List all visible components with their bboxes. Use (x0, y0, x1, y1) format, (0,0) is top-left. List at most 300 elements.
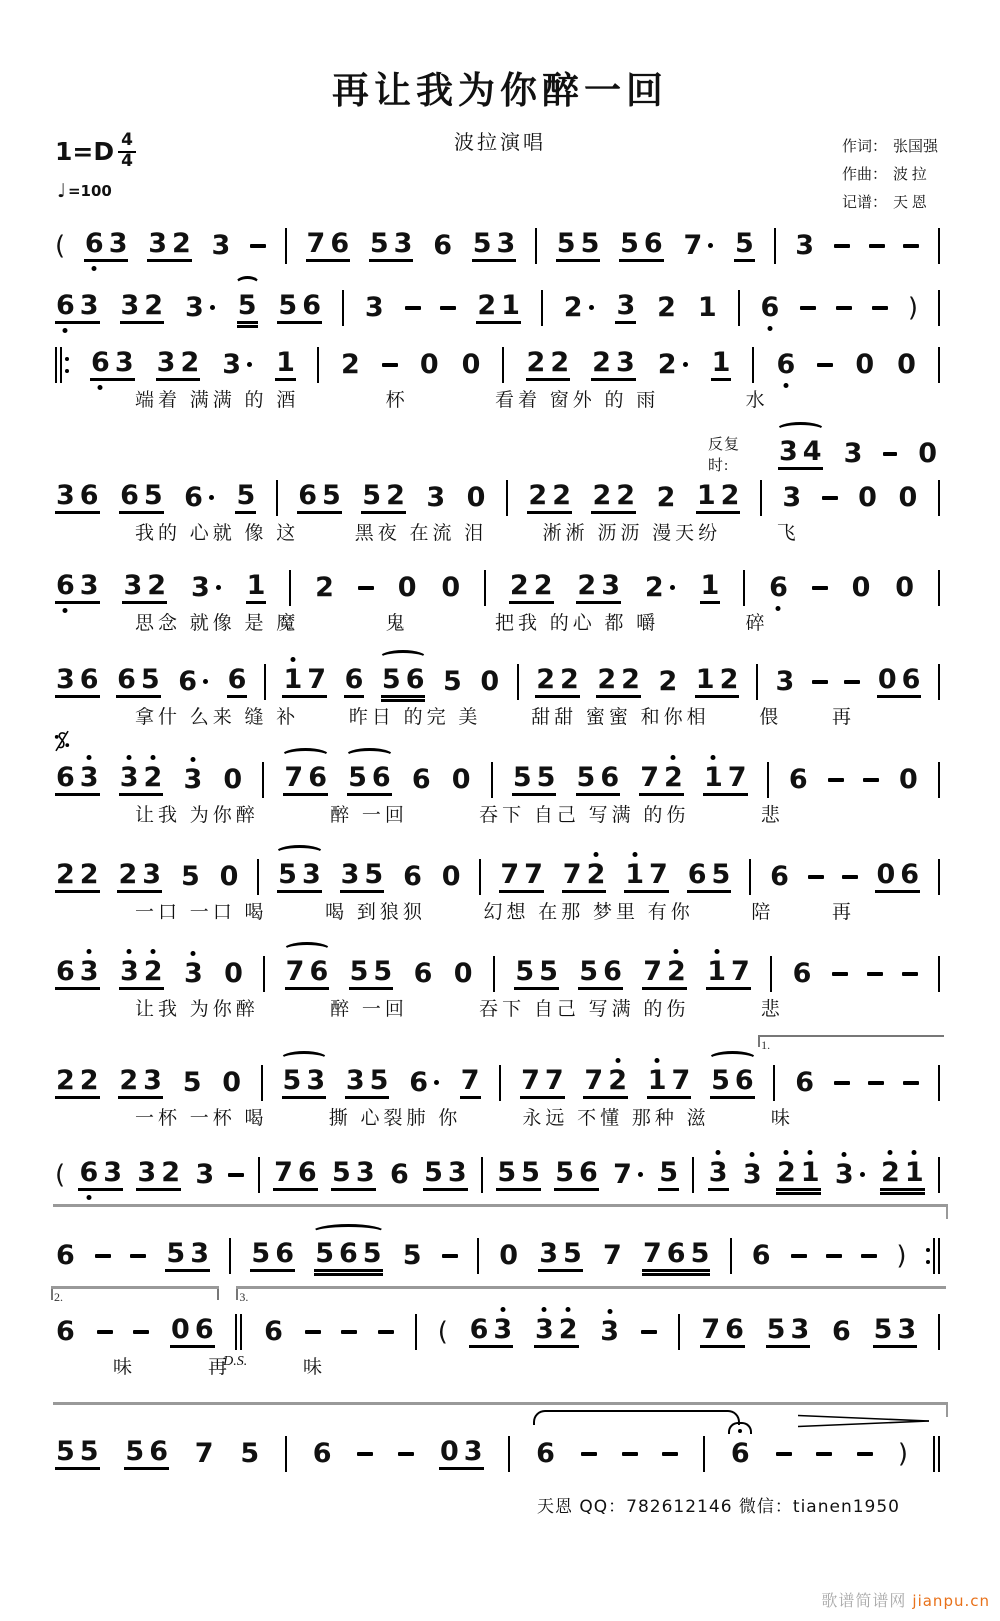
lyric-syllable: 把我 的心 都 嚼 (495, 613, 660, 634)
bar-line-stroke (938, 290, 940, 326)
dash-note (828, 778, 844, 782)
note-token (831, 1315, 852, 1347)
note-digit: 3 (185, 291, 204, 323)
note-token (177, 665, 210, 697)
bar-line-stroke (730, 1238, 732, 1274)
note-digit: 7 (524, 859, 543, 890)
note-digit: 0 (499, 1239, 518, 1271)
bar-line (484, 570, 486, 606)
note-token (775, 348, 796, 380)
note-digit: 6 (194, 1314, 214, 1345)
note-digit: 3 (119, 956, 139, 987)
note-token (656, 291, 677, 323)
performer-subtitle: 波拉演唱 (454, 132, 546, 154)
note-token (451, 763, 472, 795)
bar-line (415, 1314, 417, 1350)
dash-note (836, 306, 852, 310)
note-digit: 0 (461, 348, 481, 380)
note-digit: 5 (556, 228, 576, 259)
note-digit: 5 (166, 1238, 186, 1269)
note-digit: 6 (178, 665, 198, 697)
repeat-dot (65, 357, 69, 361)
note-token (411, 763, 432, 795)
note-digit: 5 (579, 956, 599, 987)
dash-note (622, 1452, 638, 1456)
bar-line-stroke (484, 570, 486, 606)
lyric-syllable: 再 (831, 902, 855, 923)
note-token (221, 1066, 242, 1098)
note-digit: 3 (79, 956, 99, 987)
note-digit: 0 (453, 957, 473, 989)
note-token (235, 482, 256, 514)
note-digit: 7 (671, 1065, 691, 1096)
bar-line-stroke (938, 228, 940, 264)
lyric-syllable: 飞 (776, 523, 800, 544)
note-digit: 5 (512, 762, 532, 793)
note-token (119, 764, 164, 796)
note-digit: 5 (322, 480, 341, 511)
note-digit: 1 (904, 1157, 924, 1188)
note-digit: 2 (881, 1157, 900, 1188)
dash-note (641, 1330, 657, 1334)
bar-line (938, 480, 940, 516)
augmentation-dot (683, 362, 688, 367)
lyrics-line (135, 608, 855, 635)
note-token (843, 437, 864, 469)
note-digit: 2 (118, 859, 138, 890)
note-token (535, 1437, 556, 1469)
note-token (562, 861, 607, 893)
bar-line-stroke (738, 290, 740, 326)
note-token (453, 957, 474, 989)
bar-line (491, 762, 493, 798)
note-token (345, 1067, 390, 1099)
bar-line-stroke (317, 347, 319, 383)
note-digit: 7 (194, 1437, 214, 1469)
note-digit: 3 (183, 763, 203, 795)
augmentation-dot (434, 1080, 439, 1085)
dal-segno-label: D.S. (223, 1354, 248, 1369)
note-token (619, 230, 664, 262)
note-digit: 0 (898, 763, 918, 795)
note-token (364, 291, 385, 323)
bar-line (770, 956, 772, 992)
bar-line-stroke (491, 762, 493, 798)
note-digit: 5 (125, 1436, 145, 1467)
note-digit: 2 (658, 665, 678, 697)
lyric-syllable: 淅淅 沥沥 漫天纷 (542, 523, 722, 544)
note-token (136, 1159, 181, 1191)
augmentation-dot (247, 362, 252, 367)
note-digit: 2 (664, 762, 683, 793)
note-digit: 2 (315, 571, 334, 603)
note-token (340, 861, 385, 893)
note-digit: 5 (278, 859, 297, 890)
note-digit: 3 (190, 571, 210, 603)
note-token (591, 349, 636, 381)
note-digit: 7 (285, 956, 305, 987)
note-digit: 5 (180, 860, 200, 892)
note-digit: 6 (687, 859, 707, 890)
credits-block (842, 134, 938, 217)
note-token (599, 1315, 620, 1347)
note-token (499, 861, 544, 893)
note-token (576, 764, 621, 796)
note-token (282, 1067, 327, 1099)
note-digit: 3 (137, 1157, 157, 1188)
note-token (314, 571, 335, 603)
note-digit: 3 (142, 859, 162, 890)
note-digit: 7 (727, 762, 747, 793)
note-digit: 2 (143, 762, 163, 793)
note-digit: 0 (918, 437, 937, 469)
note-digit: 6 (120, 480, 139, 511)
bar-line (938, 1065, 940, 1101)
note-token (894, 571, 915, 603)
note-digit: 3 (56, 480, 75, 511)
note-token (703, 764, 748, 796)
note-digit: 2 (720, 480, 740, 511)
note-token (78, 1159, 123, 1191)
note-token (792, 957, 813, 989)
note-digit: 5 (278, 290, 298, 321)
note-digit: 1 (695, 664, 715, 695)
bar-line (235, 1314, 242, 1350)
note-digit: 5 (766, 1314, 786, 1345)
note-token (347, 764, 392, 796)
lyric-syllable: 再 (208, 1357, 232, 1378)
bar-line (289, 570, 291, 606)
note-token (402, 860, 423, 892)
repeat-dot (65, 369, 69, 373)
note-token (314, 1240, 382, 1272)
note-digit: 2 (144, 290, 164, 321)
note-digit: 7 (284, 762, 304, 793)
note-digit: 3 (601, 570, 620, 601)
lyric-syllable: 思念 就像 是 魔 (135, 613, 300, 634)
note-digit: 6 (405, 664, 425, 695)
bar-line (938, 347, 940, 383)
note-token (277, 292, 322, 324)
note-digit: 5 (237, 290, 257, 321)
dash-note (903, 1081, 919, 1085)
lyric-syllable: 杯 (385, 390, 409, 411)
lyric-syllable: 再 (831, 707, 855, 728)
lyric-syllable: 昨日 的完 美 (348, 707, 482, 728)
bar-line (229, 1238, 231, 1274)
note-digit: 1 (501, 290, 520, 321)
bar-line (938, 762, 940, 798)
note-digit: 3 (493, 1314, 513, 1345)
note-digit: 1 (707, 956, 727, 987)
note-token (498, 1239, 519, 1271)
bar-line-stroke (55, 347, 57, 383)
lyric-syllable: 醉 一回 (330, 999, 408, 1020)
note-digit: 6 (149, 1436, 168, 1467)
note-digit: 6 (411, 763, 431, 795)
note-digit: 2 (143, 956, 163, 987)
note-digit: 5 (659, 1157, 679, 1188)
credit-label: 作词： (841, 139, 887, 155)
bar-line-stroke (477, 1238, 479, 1274)
note-digit: 6 (79, 664, 99, 695)
note-digit: 6 (298, 480, 317, 511)
volta-bracket-1 (758, 1035, 944, 1052)
note-digit: 5 (315, 1238, 334, 1269)
note-token (778, 438, 823, 470)
augmentation-dot (203, 679, 208, 684)
note-token (180, 860, 201, 892)
note-token (118, 1067, 163, 1099)
note-digit: 5 (711, 1065, 730, 1096)
time-top: 4 (118, 132, 136, 153)
note-digit: 3 (79, 290, 99, 321)
bar-line-stroke (938, 859, 940, 895)
note-token (219, 860, 240, 892)
note-digit: 2 (577, 570, 597, 601)
dash-note (791, 1254, 807, 1258)
lyrics-line (135, 518, 855, 545)
volta-bracket-3 (236, 1286, 946, 1304)
note-digit: 5 (620, 228, 639, 259)
note-token (466, 481, 487, 513)
augmentation-dot (210, 305, 215, 310)
dash-note (800, 306, 816, 310)
note-token (766, 1316, 811, 1348)
volta-continuation-line (53, 1402, 948, 1405)
notation-line (54, 1290, 940, 1378)
dash-note (776, 1452, 792, 1456)
note-digit: 6 (79, 1157, 99, 1188)
bar-line-stroke (678, 1314, 680, 1350)
note-token (695, 666, 740, 698)
note-digit: 6 (579, 1157, 598, 1188)
note-digit: 3 (183, 957, 203, 989)
note-digit: 0 (439, 1436, 459, 1467)
note-token (527, 482, 572, 514)
note-token (656, 481, 677, 513)
lyrics-line (135, 1103, 855, 1130)
bar-line-stroke (938, 762, 940, 798)
bar-line (342, 290, 344, 326)
note-digit: 3 (775, 665, 795, 697)
dash-note (844, 680, 860, 684)
note-digit: 5 (140, 664, 160, 695)
note-token (642, 958, 687, 990)
lyric-syllable: 吞下 自己 写满 的伤 (479, 999, 690, 1020)
note-token (55, 1239, 76, 1271)
lyric-syllable: 味 (303, 1357, 327, 1378)
note-token (751, 1239, 772, 1271)
dash-note (816, 1452, 832, 1456)
note-digit: 6 (776, 348, 796, 380)
note-token (182, 1066, 203, 1098)
note-digit: 0 (855, 348, 875, 380)
dash-note (228, 1173, 244, 1177)
note-digit: 3 (355, 1157, 375, 1188)
lyric-syllable: 幻想 在那 梦里 有你 (483, 902, 694, 923)
note-token (576, 572, 621, 604)
note-digit: 6 (56, 290, 75, 321)
lyrics-line (135, 385, 855, 412)
note-token (583, 1067, 628, 1099)
note-token (119, 958, 164, 990)
bar-line-stroke (499, 1065, 501, 1101)
lyric-syllable: 水 (745, 390, 769, 411)
note-digit: 6 (302, 290, 321, 321)
notation-line (55, 284, 940, 332)
dash-note (305, 1330, 321, 1334)
note-digit: 5 (497, 1157, 517, 1188)
bar-line (749, 859, 751, 895)
watermark-domain: jianpu.cn (912, 1592, 990, 1610)
note-digit: 6 (643, 228, 663, 259)
bar-line-stroke (229, 1238, 231, 1274)
bar-line (481, 1157, 483, 1193)
dash-note (812, 586, 828, 590)
note-digit: 6 (84, 228, 104, 259)
note-token (282, 666, 327, 698)
note-digit: 5 (251, 1238, 271, 1269)
dash-note (869, 244, 885, 248)
notation-line (55, 950, 940, 1020)
note-digit: 5 (362, 1238, 382, 1269)
bar-line-stroke (933, 1436, 935, 1472)
note-token (275, 349, 296, 381)
dash-note (358, 586, 374, 590)
note-digit: 3 (79, 570, 99, 601)
note-digit: 7 (613, 1158, 632, 1190)
note-digit: 5 (362, 480, 382, 511)
notation-line (55, 341, 940, 411)
dash-note (867, 972, 883, 976)
bar-line-stroke (938, 1314, 940, 1350)
dash-note (872, 306, 888, 310)
note-token (554, 1159, 599, 1191)
note-digit: 5 (539, 956, 558, 987)
bar-line-stroke (938, 1157, 940, 1193)
lyric-syllable: 味 (113, 1357, 137, 1378)
dash-note (442, 1254, 458, 1258)
note-token (340, 348, 361, 380)
dash-note (863, 778, 879, 782)
dash-note (857, 1452, 873, 1456)
bar-line (502, 347, 504, 383)
note-digit: 7 (643, 1238, 662, 1269)
note-digit: 0 (171, 1314, 190, 1345)
bar-line (317, 347, 319, 383)
note-digit: 3 (143, 1065, 162, 1096)
note-digit: 2 (597, 664, 617, 695)
note-token (221, 348, 254, 380)
note-digit: 3 (190, 1238, 209, 1269)
note-token (55, 1315, 76, 1347)
dash-note (378, 1330, 394, 1334)
augmentation-dot (216, 585, 221, 590)
note-token (897, 481, 918, 513)
bar-line (263, 956, 265, 992)
note-digit: 6 (788, 763, 808, 795)
note-token (794, 229, 815, 261)
notation-line (55, 1430, 940, 1478)
note-token (55, 861, 100, 893)
note-token (781, 481, 802, 513)
note-token (472, 230, 517, 262)
note-token (361, 482, 406, 514)
bar-line (743, 570, 745, 606)
note-digit: 5 (349, 956, 369, 987)
bar-line-stroke (933, 1238, 935, 1274)
lyric-syllable: 让我 为你醉 (135, 805, 259, 826)
note-token (877, 666, 922, 698)
tie-arc (533, 1410, 741, 1425)
lyric-syllable: 撕 心裂肺 你 (328, 1108, 462, 1129)
augmentation-dot (708, 243, 713, 248)
note-digit: 0 (219, 860, 239, 892)
volta-number: 2. (54, 1290, 63, 1304)
note-digit: 3 (123, 570, 143, 601)
note-token (615, 292, 636, 324)
bar-line (477, 1238, 479, 1274)
note-digit: 5 (521, 1157, 540, 1188)
note-digit: 3 (708, 1157, 728, 1188)
note-token (520, 1067, 565, 1099)
note-digit: 5 (381, 664, 401, 695)
note-token (381, 666, 426, 698)
note-digit: 2 (563, 291, 583, 323)
credit-lyricist (842, 134, 938, 162)
parenthesis: ( (55, 231, 66, 261)
notation-line (55, 1038, 940, 1129)
bar-line (678, 1314, 680, 1350)
note-token (117, 861, 162, 893)
volta-number: 3. (239, 1290, 249, 1304)
note-digit: 3 (108, 228, 128, 259)
lyrics-line (135, 800, 855, 827)
note-digit: 1 (276, 347, 295, 378)
note-digit: 3 (301, 859, 321, 890)
bar-line (262, 762, 264, 798)
note-digit: 6 (409, 1066, 429, 1098)
note-token (917, 437, 938, 469)
note-token (479, 665, 500, 697)
note-digit: 1 (647, 1065, 667, 1096)
volta-bracket-2 (51, 1286, 219, 1304)
note-token (425, 481, 446, 513)
note-digit: 6 (832, 1315, 851, 1347)
note-digit: 7 (306, 228, 326, 259)
note-digit: 7 (603, 1239, 622, 1271)
lyric-syllable: 永远 不懂 那种 滋 (522, 1108, 710, 1129)
note-token (657, 348, 690, 380)
note-digit: 3 (114, 347, 134, 378)
note-digit: 6 (603, 956, 622, 987)
note-token (184, 291, 217, 323)
note-digit: 1 (697, 291, 717, 323)
note-digit: 3 (426, 481, 446, 513)
bar-line-stroke (479, 859, 481, 895)
note-token (423, 1159, 468, 1191)
note-digit: 6 (901, 664, 921, 695)
note-token (183, 957, 204, 989)
bar-line-stroke (752, 347, 754, 383)
augmentation-dot (638, 1172, 643, 1177)
note-digit: 2 (79, 859, 99, 890)
note-digit: 5 (515, 956, 535, 987)
note-digit: 3 (393, 228, 413, 259)
note-token (768, 571, 789, 603)
dash-note (812, 680, 828, 684)
